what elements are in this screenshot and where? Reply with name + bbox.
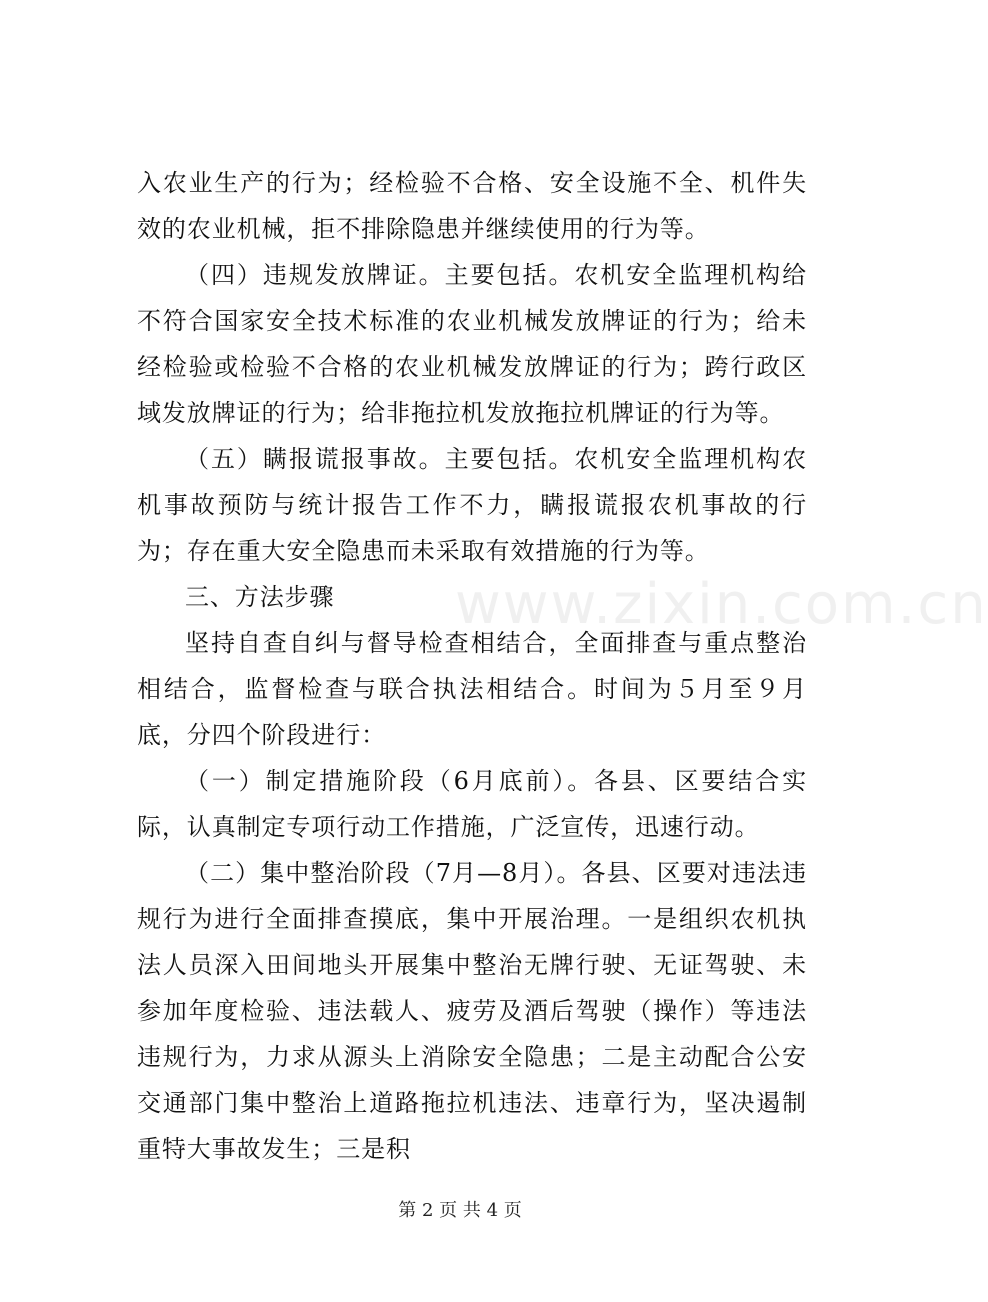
watermark: www.zixin.com.cn [455,572,988,637]
section-heading: 三、方法步骤 [185,583,335,611]
paragraph-overview: 坚持自查自纠与督导检查相结合，全面排查与重点整治相结合，监督检查与联合执法相结合。时间为５月至９月底，分四个阶段进行： [137,629,807,749]
paragraph-continued: 入农业生产的行为；经检验不合格、安全设施不全、机件失效的农业机械，拒不排除隐患并继续使用的行为等。 [137,169,807,243]
paragraph-stage-2: （二）集中整治阶段（7月—8月）。各县、区要对违法违规行为进行全面排查摸底，集中开展治理。一是组织农机执法人员深入田间地头开展集中整治无牌行驶、无证驾驶、未参加年度检验、违法载人、疲劳及酒后驾驶（操作）等违法违规行为，力求从源头上消除安全隐患；二是主动配合公安交通部门集中整治上道路拖拉机违法、违章行为，坚决遏制重特大事故发生；三是积 [137,859,807,1163]
page-footer: 第 2 页 共 4 页 [398,1200,522,1221]
paragraph-item-5: （五）瞒报谎报事故。主要包括。农机安全监理机构农机事故预防与统计报告工作不力，瞒报谎报农机事故的行为；存在重大安全隐患而未采取有效措施的行为等。 [137,445,807,565]
paragraph-item-4: （四）违规发放牌证。主要包括。农机安全监理机构给不符合国家安全技术标准的农业机械发放牌证的行为；给未经检验或检验不合格的农业机械发放牌证的行为；跨行政区域发放牌证的行为；给非拖拉机发放拖拉机牌证的行为等。 [137,261,807,427]
paragraph-stage-1: （一）制定措施阶段（6月底前）。各县、区要结合实际，认真制定专项行动工作措施，广泛宣传，迅速行动。 [137,767,807,841]
document-body [137,160,807,1172]
